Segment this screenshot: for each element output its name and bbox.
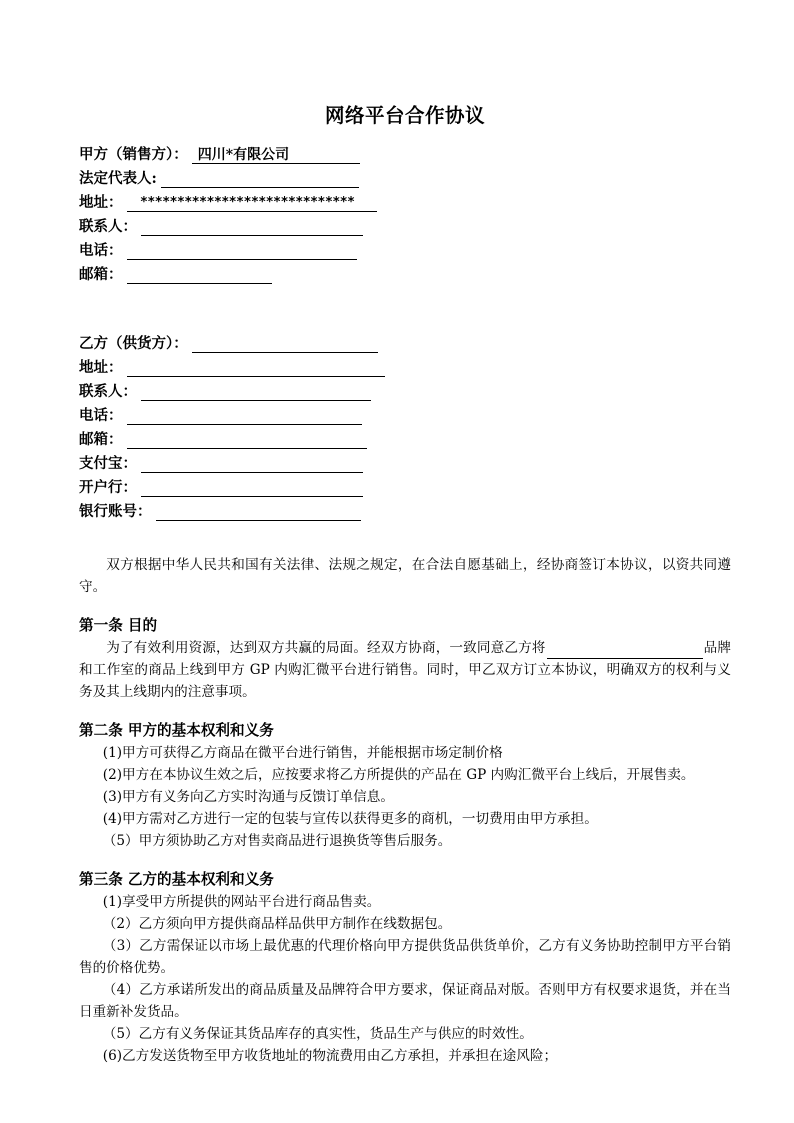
- party-a-field-row: [79, 140, 731, 164]
- party-b-field-rule[interactable]: [127, 407, 362, 425]
- party-b-field-label: 银行账号：: [79, 502, 152, 520]
- party-b-block: [79, 329, 731, 521]
- party-b-field-label: 支付宝：: [79, 454, 137, 472]
- page-title: 网络平台合作协议: [324, 104, 485, 127]
- document-content: [79, 0, 731, 1067]
- article-clause-item: （3）乙方需保证以市场上最优惠的代理价格向甲方提供货品供货单价，乙方有义务协助控制甲方平台销售的价格优势。: [79, 937, 731, 976]
- article-clause-item: (4)甲方需对乙方进行一定的包装与宣传以获得更多的商机，一切费用由甲方承担。: [102, 810, 598, 827]
- article-clause-item: （5）乙方有义务保证其货品库存的真实性，货品生产与供应的时效性。: [102, 1025, 533, 1042]
- party-a-field-masked-value: *****************************: [140, 195, 356, 211]
- party-a-field-label: 地址：: [79, 193, 123, 211]
- party-a-field-row: [79, 236, 731, 260]
- party-b-field-row: [79, 377, 731, 401]
- party-b-field-rule[interactable]: [141, 383, 371, 401]
- party-a-field-rule[interactable]: [192, 146, 360, 164]
- article-clause-item: (2)甲方在本协议生效之后，应按要求将乙方所提供的产品在 GP 内购汇微平台上线后，开展售卖。: [102, 766, 695, 783]
- article-clause-item: （2）乙方须向甲方提供商品样品供甲方制作在线数据包。: [102, 915, 452, 932]
- party-b-field-rule[interactable]: [127, 431, 367, 449]
- article-clause-item: (6)乙方发送货物至甲方收货地址的物流费用由乙方承担，并承担在途风险；: [102, 1047, 558, 1064]
- party-a-field-row: [79, 188, 731, 212]
- party-b-field-row: [79, 329, 731, 353]
- party-b-field-label: 地址：: [79, 358, 123, 376]
- party-b-field-row: [79, 353, 731, 377]
- article-clause-item: (3)甲方有义务向乙方实时沟通与反馈订单信息。: [102, 788, 394, 805]
- party-a-field-label: 电话：: [79, 241, 123, 259]
- party-a-field-rule[interactable]: [161, 170, 359, 188]
- party-b-field-label: 邮箱：: [79, 430, 123, 448]
- article-paragraph: [79, 637, 731, 703]
- party-b-field-row: [79, 473, 731, 497]
- party-a-field-label: 邮箱：: [79, 265, 123, 283]
- party-a-block: [79, 140, 731, 284]
- article-clause-item: （5）甲方须协助乙方对售卖商品进行退换货等售后服务。: [102, 832, 452, 849]
- party-b-field-row: [79, 425, 731, 449]
- party-a-field-label: 法定代表人:: [79, 169, 157, 187]
- inline-blank-rule[interactable]: [547, 645, 703, 659]
- party-a-field-row: [79, 164, 731, 188]
- party-b-field-label: 乙方（供货方）：: [79, 334, 188, 352]
- party-b-field-rule[interactable]: [156, 503, 361, 521]
- party-b-field-row: [79, 497, 731, 521]
- party-spacer: [79, 284, 731, 316]
- party-b-field-label: 联系人：: [79, 382, 137, 400]
- party-a-field-label: 甲方（销售方）：: [79, 145, 188, 163]
- article-heading: 第一条 目的: [79, 617, 158, 635]
- article-heading: 第三条 乙方的基本权利和义务: [79, 870, 274, 888]
- paragraph-tail-text: 品牌和工作室的商品上线到甲方 GP 内购汇微平台进行销售。同时，甲乙双方订立本协议，明确双方的权利与义务及其上线期内的注意事项。: [79, 640, 732, 701]
- party-b-field-rule[interactable]: [141, 479, 363, 497]
- party-b-field-label: 开户行：: [79, 478, 137, 496]
- party-b-field-rule[interactable]: [127, 359, 385, 377]
- article-clause-item: (1)甲方可获得乙方商品在微平台进行销售，并能根据市场定制价格: [102, 744, 503, 761]
- party-b-field-rule[interactable]: [141, 455, 363, 473]
- article-heading: 第二条 甲方的基本权利和义务: [79, 722, 274, 740]
- party-a-field-row: [79, 260, 731, 284]
- party-a-field-label: 联系人：: [79, 217, 137, 235]
- party-a-field-row: [79, 212, 731, 236]
- party-a-field-rule[interactable]: [127, 194, 377, 212]
- party-b-field-rule[interactable]: [192, 335, 378, 353]
- article-clause-item: （4）乙方承诺所发出的商品质量及品牌符合甲方要求，保证商品对版。否则甲方有权要求退货，并在当日重新补发货品。: [79, 981, 731, 1020]
- party-b-field-row: [79, 401, 731, 425]
- party-a-field-value: 四川*有限公司: [197, 147, 290, 164]
- intro-paragraph: 双方根据中华人民共和国有关法律、法规之规定，在合法自愿基础上，经协商签订本协议，以资共同遵守。: [79, 557, 731, 596]
- party-a-field-rule[interactable]: [141, 218, 363, 236]
- articles-container: [79, 616, 731, 1066]
- party-a-field-rule[interactable]: [127, 266, 272, 284]
- party-b-field-label: 电话：: [79, 406, 123, 424]
- paragraph-lead-text: 为了有效利用资源，达到双方共赢的局面。经双方协商，一致同意乙方将: [106, 640, 546, 657]
- party-a-field-rule[interactable]: [127, 242, 357, 260]
- party-b-field-row: [79, 449, 731, 473]
- article-clause-item: (1)享受甲方所提供的网站平台进行商品售卖。: [102, 893, 381, 910]
